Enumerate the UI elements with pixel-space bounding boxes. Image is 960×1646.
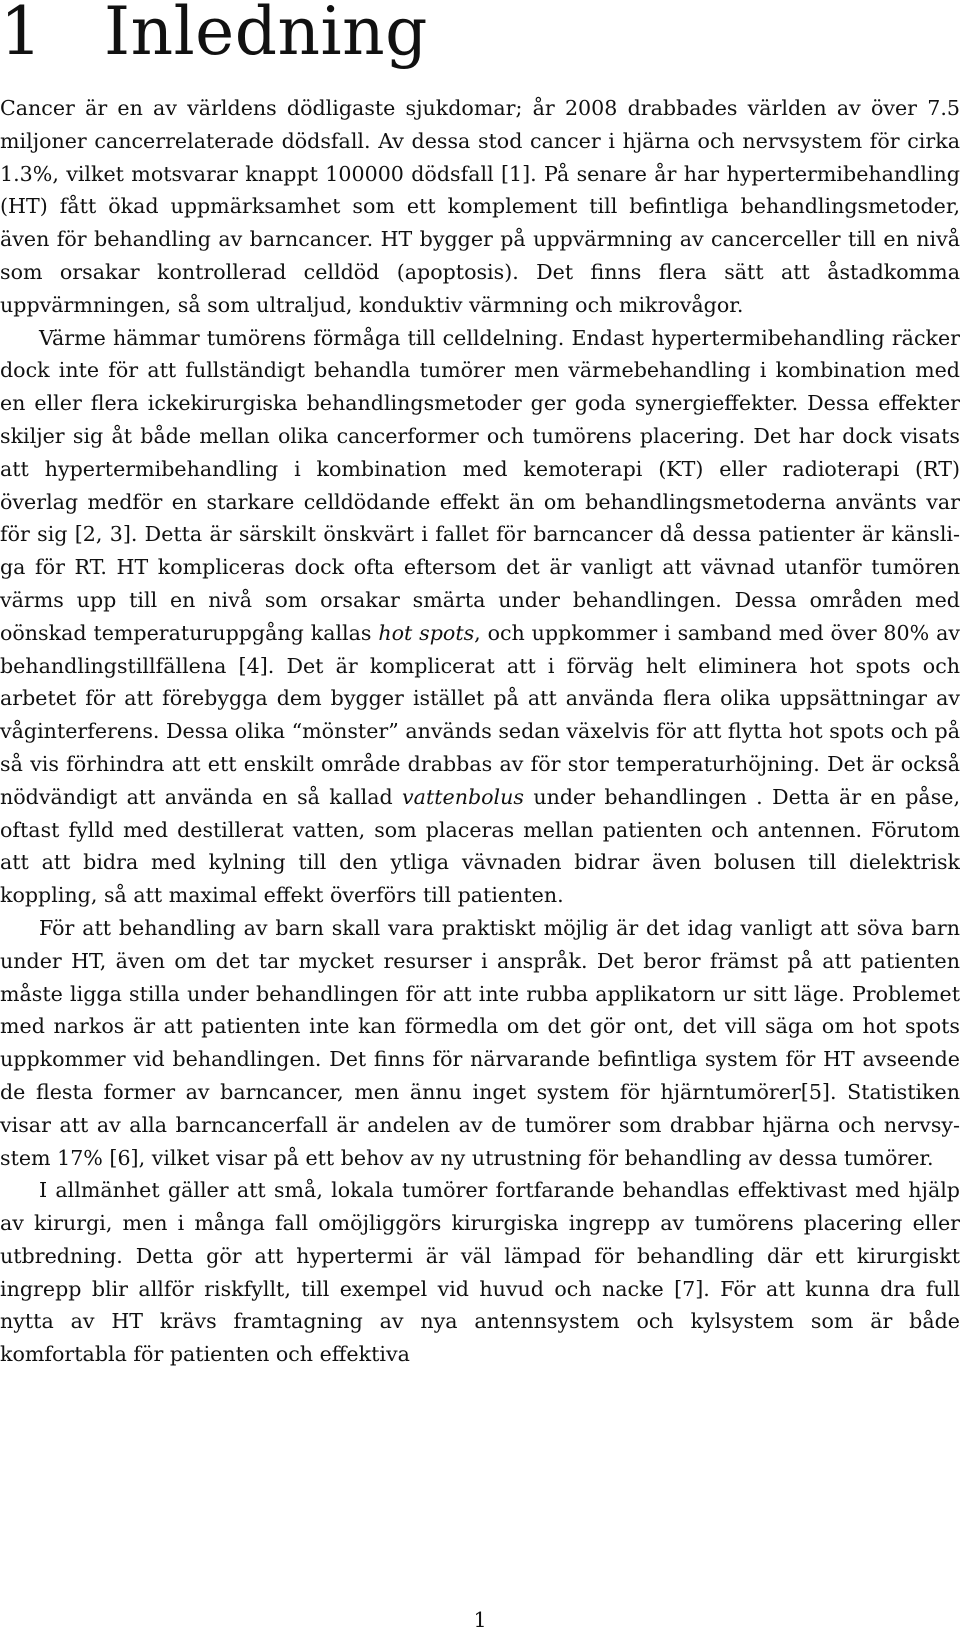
paragraph-2-part-3: under behandlingen . Detta är en påse, oftast fylld med destillerat vatten, som placeras mellan patienten och antennen. Förutom att att bidra med kylning till den ytliga vävnaden bidrar även bolusen till dielektrisk koppling, så att maximal effekt överförs till patienten.: [0, 784, 960, 908]
section-title: Inledning: [104, 0, 428, 70]
paragraph-2-part-1: Värme hämmar tumörens förmåga till celldelning. Endast hypertermibehandling räcker dock inte för att fullständigt behandla tumörer men värmebehandling i kombination med en eller flera ickekirurgiska behandlingsmetoder ger goda synergieffekter. Dessa effekter skiljer sig åt både mellan olika cancerformer och tumörens placering. Det har dock visats att hypertermibehandling i kombination med kemoterapi (KT) eller radioterapi (RT) överlag medför en starkare celldödande effekt än om behandlingsmetoderna använts var för sig [2, 3]. Detta är särskilt önskvärt i fallet för barncancer då dessa patienter är känsliga för RT. HT kompliceras dock ofta eftersom det är vanligt att vävnad utanför tumören värms upp till en nivå som orsakar smärta under behandlingen. Dessa områden med oönskad temperaturuppgång kallas: [0, 325, 960, 645]
paragraph-4: I allmänhet gäller att små, lokala tumörer fortfarande behandlas effektivast med hjälp av kirurgi, men i många fall omöjliggörs kirurgiska ingrepp av tumörens placering eller utbredning. Detta gör att hypertermi är väl lämpad för behandling där ett kirurgiskt ingrepp blir allför riskfyllt, till exempel vid huvud och nacke [7]. För att kunna dra full nytta av HT krävs framtagning av nya antennsystem och kylsystem som är både komfortabla för patienten och effektiva: [0, 1178, 960, 1367]
paragraph-2-part-2: , och uppkommer i samband med över 80% av behandlingstillfällena [4]. Det är komplicerat att i förväg helt eliminera hot spots och arbetet för att förebygga dem bygger istället på att använda flera olika uppsättningar av våginterferens. Dessa olika “mönster” används sedan växelvis för att flytta hot spots och på så vis förhindra att ett enskilt område drabbas av för stor temperaturhöjning. Det är också nödvändigt att använda en så kallad: [0, 620, 960, 809]
emphasis-vattenbolus: vattenbolus: [402, 784, 524, 809]
paragraph-3: För att behandling av barn skall vara praktiskt möjlig är det idag vanligt att söva barn under HT, även om det tar mycket resurser i anspråk. Det beror främst på att patienten måste ligga stilla under behandlingen för att inte rubba applikatorn ur sitt läge. Problemet med narkos är att patienten inte kan förmedla om det gör ont, det vill säga om hot spots uppkommer vid behandlingen. Det finns för närvarande befintliga system för HT avseende de flesta former av barncancer, men ännu inget system för hjärntumörer[5]. Statistiken visar att av alla barncancerfall är andelen av de tumörer som drabbar hjärna och nervsystem 17% [6], vilket visar på ett behov av ny utrustning för behandling av dessa tumörer.: [0, 915, 960, 1170]
paragraph-1: Cancer är en av världens dödligaste sjukdomar; år 2008 drabbades världen av över 7.5 miljoner cancerrelaterade dödsfall. Av dessa stod cancer i hjärna och nervsystem för cirka 1.3%, vilket motsvarar knappt 100000 dödsfall [1]. På senare år har hypertermibehandling (HT) fått ökad uppmärksamhet som ett komplement till befintliga behandlingsmetoder, även för behandling av barncancer. HT bygger på uppvärmning av cancerceller till en nivå som orsakar kontrollerad celldöd (apoptosis). Det finns flera sätt att åstadkomma uppvärmningen, så som ultraljud, konduktiv värmning och mikrovågor.: [0, 96, 960, 317]
body-text: [0, 92, 960, 1371]
page-number: 1: [473, 1608, 487, 1632]
section-heading: [0, 0, 428, 72]
section-number: 1: [0, 0, 43, 70]
emphasis-hot-spots: hot spots: [378, 620, 475, 645]
paragraph-2: [0, 322, 960, 912]
